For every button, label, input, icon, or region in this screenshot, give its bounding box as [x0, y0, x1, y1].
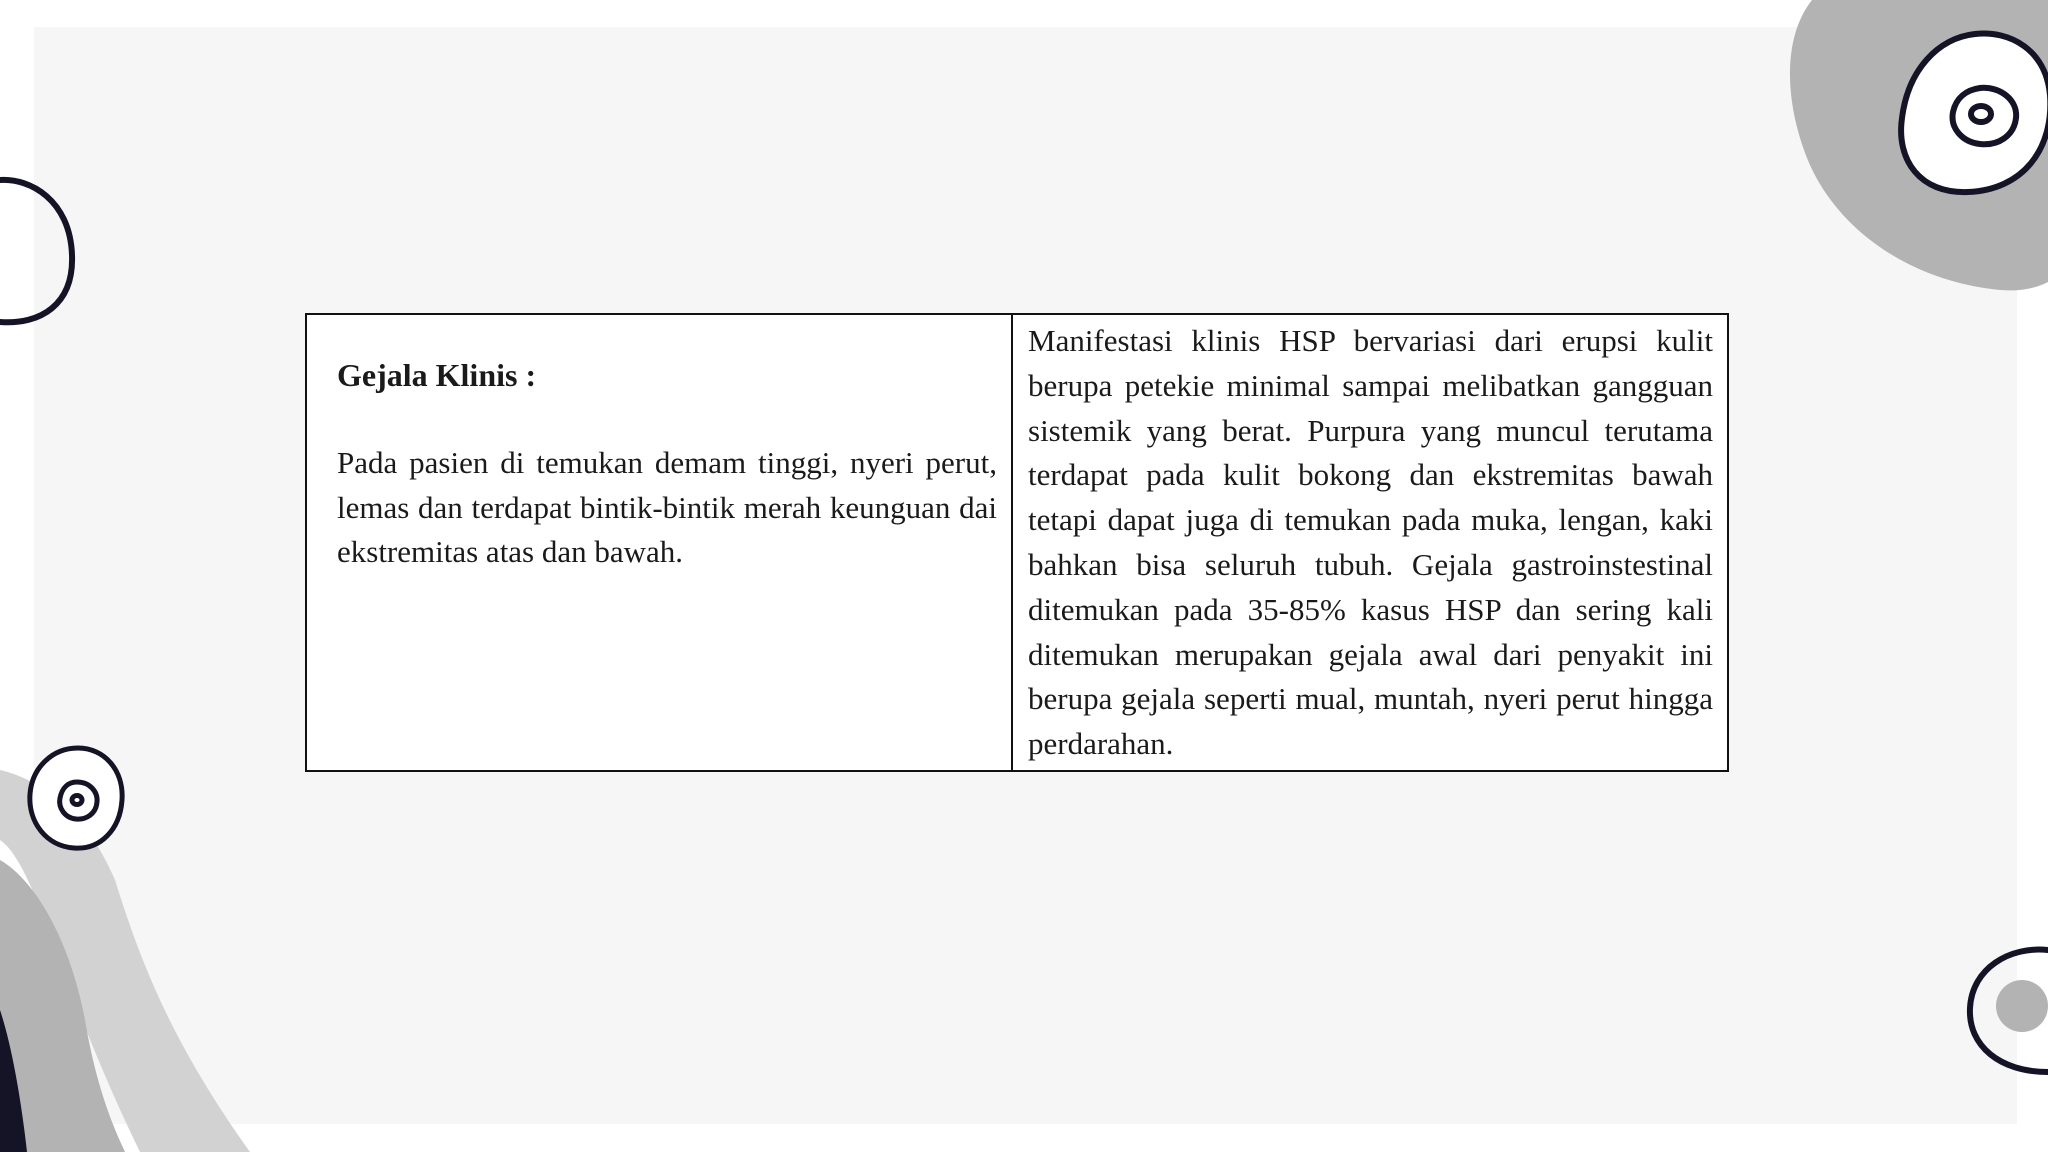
table-row	[306, 314, 1728, 771]
table-cell-manifestations	[1012, 314, 1728, 771]
symptoms-text: Pada pasien di temukan demam tinggi, nyeri perut, lemas dan terdapat bintik-bintik merah keunguan dai ekstremitas atas dan bawah.	[337, 445, 997, 569]
table-cell-symptoms	[306, 314, 1012, 771]
clinical-symptoms-table	[305, 313, 1729, 772]
manifestations-text: Manifestasi klinis HSP bervariasi dari erupsi kulit berupa petekie minimal sampai melibatkan gangguan sistemik yang berat. Purpura yang muncul terutama terdapat pada kulit bokong dan ekstremitas bawah tetapi dapat juga di temukan pada muka, lengan, kaki bahkan bisa seluruh tubuh. Gejala gastroinstestinal ditemukan pada 35-85% kasus HSP dan sering kali ditemukan merupakan gejala awal dari penyakit ini berupa gejala seperti mual, muntah, nyeri perut hingga perdarahan.	[1028, 323, 1713, 762]
clinical-table-container	[305, 313, 1729, 772]
bottom-left-dark-swoosh	[0, 1010, 27, 1152]
cell-heading: Gejala Klinis :	[337, 357, 537, 393]
